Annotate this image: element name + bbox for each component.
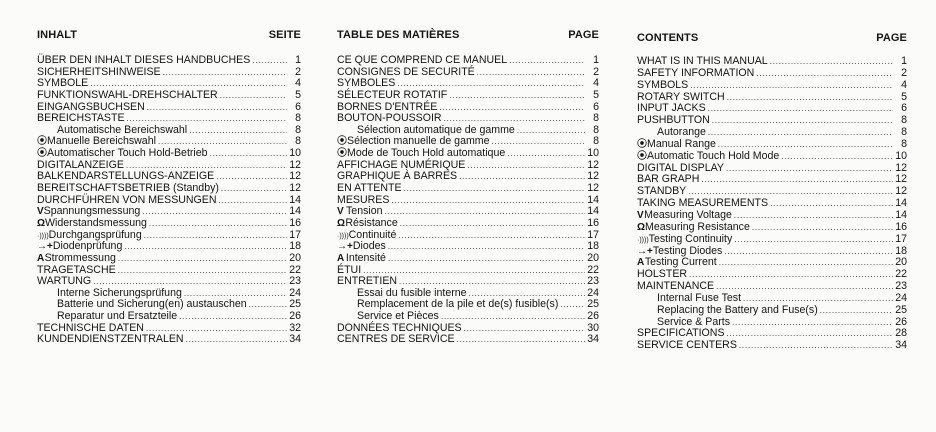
toc-entry-title: BALKENDARSTELLUNGS-ANZEIGE [37,170,215,183]
toc-entry-title: Sélection automatique de gamme [357,123,515,136]
toc-entry-page: 22 [289,263,301,276]
toc-entry [637,293,907,305]
symbol-icon: ⦿ [37,148,47,160]
toc-entry-page: 30 [587,321,599,334]
toc-entry-page: 12 [587,170,599,183]
toc-entry-page: 26 [587,310,599,323]
toc-entry-title: FUNKTIONSWAHL-DREHSCHALTER [37,88,218,101]
toc-entry-title: Measuring Resistance [645,220,750,233]
toc-entry-page: 6 [901,102,907,115]
toc-entry-page: 10 [289,147,301,160]
toc-entry-title: DIGITAL DISPLAY [637,161,724,174]
toc-entry [637,222,907,234]
toc-entry-title: Widerstandsmessung [45,216,147,229]
toc-entry-title: DURCHFÜHREN VON MESSUNGEN [37,193,217,206]
symbol-icon: A [637,257,645,269]
toc-entry-title: SERVICE CENTERS [637,339,737,352]
dot-leader [734,210,893,222]
toc-entry-page: 34 [587,333,599,346]
dot-leader [756,68,893,80]
dot-leader [492,136,585,148]
toc-entry-title: CENTRES DE SERVICE [337,333,455,346]
toc-entry-page: 17 [587,228,599,241]
toc-entry-page: 12 [289,182,301,195]
dot-leader [727,92,893,104]
dot-leader [189,125,287,137]
toc-entry [37,253,301,265]
dot-leader [385,206,585,218]
toc-entry-title: MAINTENANCE [637,280,715,293]
toc-entry [337,334,599,346]
toc-entry-page: 22 [895,268,907,281]
dot-leader [252,55,287,67]
toc-entry-page: 12 [289,170,301,183]
toc-entry-title: BAR GRAPH [637,173,700,186]
dot-leader [210,148,287,160]
toc-entry-title: TECHNISCHE DATEN [37,321,144,334]
dot-leader [724,246,893,258]
symbol-icon: ⦿ [637,150,647,162]
toc-entry-page: 8 [295,123,301,136]
symbol-icon: →+ [337,241,353,253]
toc-entry-page: 34 [895,339,907,352]
toc-entry-title: Manuelle Bereichswahl [47,135,156,148]
symbol-icon: ·)))) [637,236,649,244]
dot-leader [221,183,287,195]
toc-entry-title: EINGANGSBUCHSEN [37,100,145,113]
dot-leader [732,317,893,329]
dot-leader [118,265,287,277]
toc-entry-page: 20 [289,251,301,264]
dot-leader [716,281,893,293]
toc-entry-title: Testing Diodes [652,244,723,257]
toc-entry-page: 12 [289,158,301,171]
toc-entry [37,90,301,102]
toc-entry-page: 12 [587,158,599,171]
dot-leader [507,148,585,160]
toc-entry-page: 20 [895,256,907,269]
toc-entry-page: 20 [587,251,599,264]
toc-entry-title: SÉLECTEUR ROTATIF [337,88,448,101]
dot-leader [400,218,585,230]
toc-entry-title: ROTARY SWITCH [637,90,725,103]
symbol-icon: Ω [637,221,646,233]
dot-leader [249,299,287,311]
symbol-icon: V [37,206,44,218]
toc-entry-page: 8 [593,135,599,148]
symbol-icon: ⦿ [337,136,347,148]
page-column-label: PAGE [876,32,907,44]
toc-entry [337,253,599,265]
toc-entry-page: 32 [289,321,301,334]
toc-entry [637,234,907,246]
toc-entry-title: CONSIGNES DE SECURITÉ [337,65,475,78]
dot-leader [690,80,893,92]
toc-column-english [637,28,907,352]
toc-entry-title: SPECIFICATIONS [637,327,725,340]
toc-entry-page: 18 [289,240,301,253]
toc-entry-title: Essai du fusible interne [357,286,467,299]
dot-leader [163,67,287,79]
toc-entry-page: 25 [289,298,301,311]
toc-entry-page: 25 [895,303,907,316]
symbol-icon: ⦿ [37,136,47,148]
toc-list [37,55,301,346]
toc-entry-title: Continuité [348,228,397,241]
dot-leader [147,102,287,114]
toc-entry-page: 16 [587,216,599,229]
dot-leader [144,230,287,242]
toc-entry-title: Diodes [352,240,386,253]
toc-entry-title: Spannungsmessung [43,205,141,218]
toc-entry-title: BORNES D'ENTRÉE [337,100,438,113]
dot-leader [391,195,585,207]
symbol-icon: ·)))) [37,232,49,240]
toc-entry-title: Automatic Touch Hold Mode [647,149,780,162]
toc-entry-title: Service & Parts [657,315,731,328]
toc-header [637,31,907,45]
symbol-icon: ⦿ [337,148,347,160]
toc-title: CONTENTS [637,32,699,44]
toc-entry-title: Service et Pièces [357,310,439,323]
toc-entry-page: 12 [895,173,907,186]
toc-entry [337,90,599,102]
toc-entry-page: 1 [593,54,599,66]
dot-leader [701,174,893,186]
toc-column-german [37,28,301,346]
toc-entry-title: TAKING MEASUREMENTS [637,197,769,210]
dot-leader [517,125,585,137]
symbol-icon: V [337,206,344,218]
toc-entry-page: 8 [593,123,599,136]
toc-entry-title: Mode de Touch Hold automatique [347,147,506,160]
toc-entry-title: GRAPHIQUE À BARRES [337,170,458,183]
toc-entry-page: 26 [289,310,301,323]
toc-entry [37,183,301,195]
toc-entry-page: 23 [289,275,301,288]
toc-entry-title: STANDBY [637,185,687,198]
toc-entry-title: SYMBOLES [337,77,396,90]
toc-entry-page: 8 [593,112,599,125]
dot-leader [404,183,585,195]
page-column-label: SEITE [268,29,301,41]
toc-entry [337,183,599,195]
toc-entry-title: Autorange [657,126,706,139]
dot-leader [477,67,585,79]
toc-entry-page: 14 [587,193,599,206]
dot-leader [388,241,585,253]
dot-leader [727,328,893,340]
toc-entry-page: 4 [593,77,599,90]
toc-entry-page: 14 [289,205,301,218]
toc-entry-title: AFFICHAGE NUMÉRIQUE [337,158,466,171]
symbol-icon: A [37,252,45,264]
toc-entry-page: 5 [295,88,301,101]
toc-entry [337,55,599,67]
dot-leader [781,151,893,163]
dot-leader [388,253,585,265]
toc-entry-page: 12 [895,185,907,198]
toc-entry-page: 24 [587,286,599,299]
toc-entry-page: 6 [295,100,301,113]
toc-entry-page: 22 [587,263,599,276]
toc-entry-page: 18 [587,240,599,253]
toc-entry-page: 14 [895,197,907,210]
dot-leader [752,222,893,234]
dot-leader [449,90,585,102]
toc-entry-page: 25 [587,298,599,311]
toc-entry-title: PUSHBUTTON [637,114,710,127]
page-column-label: PAGE [568,29,599,41]
toc-entry-title: Tension [346,205,383,218]
symbol-icon: ⦿ [637,138,647,150]
toc-entry-page: 23 [587,275,599,288]
toc-entry-title: Sélection manuelle de gamme [347,135,490,148]
dot-leader [770,198,893,210]
toc-entry [37,55,301,67]
dot-leader [149,218,287,230]
toc-entry-page: 24 [289,286,301,299]
dot-leader [464,323,585,335]
toc-entry-title: HOLSTER [637,268,688,281]
toc-entry [637,151,907,163]
dot-leader [219,195,287,207]
symbol-icon: Ω [37,217,46,229]
toc-entry-title: BOUTON-POUSSOIR [337,112,442,125]
toc-entry [37,311,301,323]
toc-header [337,28,599,42]
dot-leader [398,230,585,242]
toc-header [37,28,301,42]
toc-entry-page: 18 [895,244,907,257]
toc-entry-title: WHAT IS IN THIS MANUAL [637,55,768,67]
toc-entry-title: Testing Current [644,256,717,269]
toc-entry-page: 23 [895,280,907,293]
toc-list [637,56,907,352]
toc-entry-title: TRAGETASCHE [37,263,116,276]
toc-entry-title: KUNDENDIENSTZENTRALEN [37,333,184,346]
toc-entry-page: 28 [895,327,907,340]
toc-entry-title: Reparatur und Ersatzteile [57,310,178,323]
dot-leader [186,334,287,346]
symbol-icon: V [637,209,644,221]
dot-leader [708,103,893,115]
toc-entry-page: 16 [895,220,907,233]
toc-entry [637,68,907,80]
toc-title: TABLE DES MATIÈRES [337,29,460,41]
dot-leader [457,334,585,346]
dot-leader [509,55,585,67]
dot-leader [179,311,287,323]
toc-entry-title: EN ATTENTE [337,182,402,195]
dot-leader [142,206,287,218]
toc-entry-title: Automatischer Touch Hold-Betrieb [47,147,208,160]
toc-entry-title: Durchgangsprüfung [48,228,142,241]
toc-column-french [337,28,599,346]
toc-entry-title: Measuring Voltage [644,208,732,221]
toc-entry-title: SYMBOLS [637,78,689,91]
toc-entry-page: 1 [901,55,907,67]
toc-entry-title: Automatische Bereichswahl [57,123,188,136]
toc-entry-page: 4 [901,78,907,91]
toc-entry-title: INPUT JACKS [637,102,706,115]
dot-leader [770,56,893,68]
toc-entry-title: Batterie und Sicherung(en) austauschen [57,298,247,311]
toc-entry-title: Diodenprüfung [52,240,123,253]
toc-entry [37,334,301,346]
dot-leader [718,139,893,151]
toc-entry-page: 24 [895,291,907,304]
toc-entry [637,305,907,317]
dot-leader [820,305,893,317]
toc-entry [37,218,301,230]
toc-entry-page: 8 [295,112,301,125]
toc-entry-title: SICHERHEITSHINWEISE [37,65,161,78]
dot-leader [560,299,585,311]
toc-entry-page: 14 [289,193,301,206]
symbol-icon: →+ [37,241,53,253]
dot-leader [118,253,287,265]
toc-entry-page: 8 [901,126,907,139]
toc-entry-page: 2 [901,66,907,79]
toc-entry-page: 26 [895,315,907,328]
toc-entry-title: Replacing the Battery and Fuse(s) [657,303,818,316]
toc-entry-page: 10 [587,147,599,160]
toc-entry-page: 16 [289,216,301,229]
toc-entry-page: 34 [289,333,301,346]
toc-entry-title: Strommessung [44,251,116,264]
symbol-icon: ·)))) [337,232,349,240]
dot-leader [216,171,287,183]
toc-entry-title: ÉTUI [337,263,362,276]
toc-entry-page: 17 [289,228,301,241]
dot-leader [719,257,893,269]
dot-leader [439,102,585,114]
toc-entry-title: BEREITSCHAFTSBETRIEB (Standby) [37,182,219,195]
toc-entry [637,340,907,352]
dot-leader [739,340,893,352]
toc-entry-title: Intensité [345,251,386,264]
toc-entry-page: 14 [587,205,599,218]
dot-leader [726,163,893,175]
toc-title: INHALT [37,29,78,41]
toc-entry-title: SAFETY INFORMATION [637,66,755,79]
dot-leader [712,115,893,127]
dot-leader [220,90,287,102]
toc-entry-title: MESURES [337,193,390,206]
toc-entry-page: 2 [295,65,301,78]
toc-entry-title: Testing Continuity [648,232,733,245]
toc-entry-page: 8 [295,135,301,148]
dot-leader [441,311,585,323]
toc-entry [637,80,907,92]
toc-entry-title: Remplacement de la pile et de(s) fusible(s) [357,298,559,311]
toc-entry-page: 4 [295,77,301,90]
toc-entry-title: CE QUE COMPREND CE MANUEL [337,54,508,66]
toc-entry-title: ENTRETIEN [337,275,398,288]
toc-entry-page: 17 [895,232,907,245]
toc-entry-page: 14 [895,208,907,221]
toc-entry-title: ÜBER DEN INHALT DIESES HANDBUCHES [37,54,251,66]
toc-entry-title: WARTUNG [37,275,92,288]
dot-leader [689,269,893,281]
toc-entry [337,311,599,323]
dot-leader [743,293,893,305]
toc-entry-title: BEREICHSTASTE [37,112,125,125]
toc-entry-title: DIGITALANZEIGE [37,158,124,171]
dot-leader [708,127,893,139]
toc-entry-title: SYMBOLE [37,77,89,90]
symbol-icon: A [337,252,345,264]
dot-leader [734,234,893,246]
toc-entry [337,218,599,230]
toc-entry-page: 12 [895,161,907,174]
toc-entry-page: 8 [901,137,907,150]
toc-entry-page: 6 [593,100,599,113]
symbol-icon: →+ [637,245,653,257]
toc-entry [637,139,907,151]
toc-entry-page: 8 [901,114,907,127]
toc-entry-page: 12 [587,182,599,195]
dot-leader [124,241,287,253]
toc-entry-title: Internal Fuse Test [657,291,742,304]
toc-entry-title: Interne Sicherungsprüfung [57,286,182,299]
toc-entry-title: DONNÉES TECHNIQUES [337,321,462,334]
dot-leader [459,171,585,183]
toc-list [337,55,599,346]
toc-entry-page: 10 [895,149,907,162]
toc-entry-title: Résistance [345,216,398,229]
toc-entry-page: 5 [901,90,907,103]
dot-leader [467,160,585,172]
symbol-icon: Ω [337,217,346,229]
toc-entry-page: 1 [295,54,301,66]
toc-entry-page: 5 [593,88,599,101]
toc-entry-page: 2 [593,65,599,78]
toc-entry-title: Manual Range [647,137,716,150]
